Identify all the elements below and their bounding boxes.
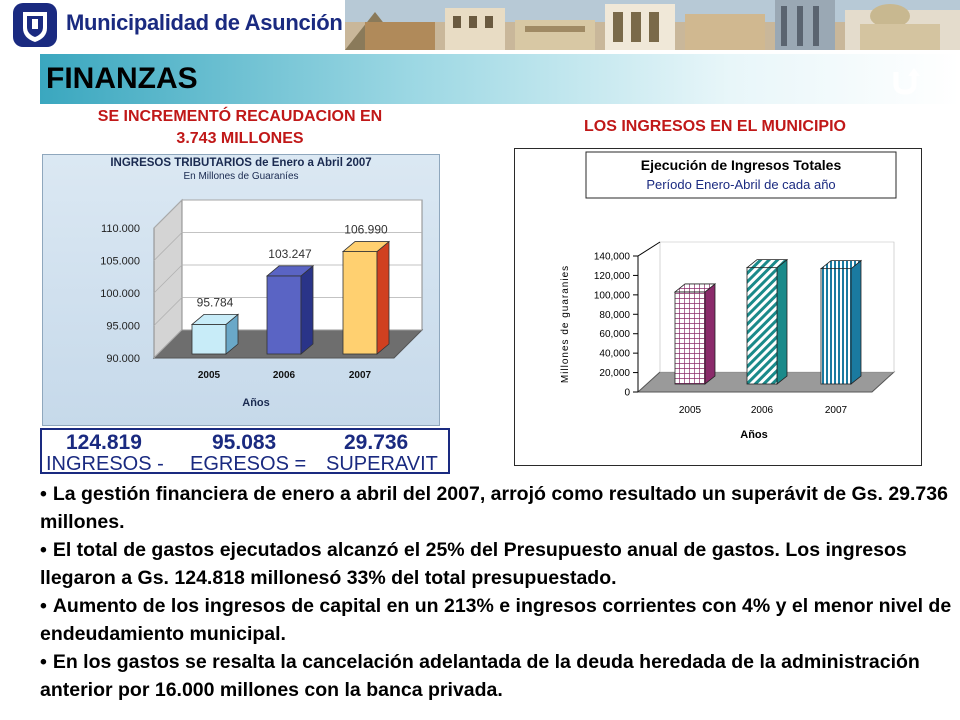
return-arrow-icon[interactable] — [886, 66, 926, 96]
egresos-label: EGRESOS = — [190, 453, 307, 475]
chart1-ytick-label: 110.000 — [101, 223, 140, 235]
ingresos-label: INGRESOS - — [46, 453, 164, 475]
chart2-bar — [821, 269, 851, 384]
bullet-text: En los gastos se resalta la cancelación adelantada de la deuda heredada de la administración anterior por 16.000 millones con la banca privada. — [40, 651, 920, 701]
bullet-item: • El total de gastos ejecutados alcanzó el 25% del Presupuesto anual de gastos. Los ingresos llegaron a Gs. 124.818 millonesó 33% del total presupuestado. — [40, 539, 907, 589]
chart1-value-label: 103.247 — [268, 246, 312, 261]
left-heading-line1: SE INCREMENTÓ RECAUDACION EN — [97, 108, 383, 125]
chart2-ytick-label: 100,000 — [593, 290, 630, 302]
chart2-bar — [747, 268, 777, 384]
chart1-ytick-label: 95.000 — [106, 320, 140, 333]
chart2-ytick-label: 60,000 — [599, 329, 630, 341]
header-bar — [0, 0, 960, 50]
chart1-category-label: 2007 — [348, 370, 372, 381]
chart1-ytick-label: 100.000 — [100, 288, 140, 300]
superavit-value: 29.736 — [344, 431, 409, 454]
bullet-item: • La gestión financiera de enero a abril del 2007, arrojó como resultado un superávit de Gs. 29.736 millones. — [40, 483, 948, 533]
right-chart-heading: LOS INGRESOS EN EL MUNICIPIO — [584, 118, 846, 135]
bullet-text: Aumento de los ingresos de capital en un 213% e ingresos corrientes con 4% y el menor nivel de endeudamiento municipal. — [40, 595, 952, 645]
chart2-ytick-label: 20,000 — [599, 368, 630, 380]
chart2-category-label: 2006 — [750, 405, 774, 416]
left-chart-heading — [40, 106, 440, 150]
chart1-subtitle: En Millones de Guaraníes — [183, 171, 299, 182]
chart1-ytick-label: 90.000 — [106, 353, 140, 365]
municipal-crest-logo[interactable] — [12, 2, 58, 48]
chart2-ytick-label: 80,000 — [599, 309, 630, 321]
chart1-title: INGRESOS TRIBUTARIOS de Enero a Abril 2007 — [110, 157, 372, 169]
chart2-y-axis-3d — [638, 242, 660, 256]
page-title: FINANZAS — [46, 62, 198, 95]
chart2-ytick-label: 140,000 — [593, 251, 630, 263]
chart2-subtitle: Período Enero-Abril de cada año — [646, 177, 836, 192]
chart2-bar — [675, 292, 705, 384]
chart1-category-label: 2006 — [272, 370, 296, 381]
left-heading-line2: 3.743 MILLONES — [176, 130, 304, 147]
chart1-value-label: 106.990 — [344, 222, 388, 237]
chart1-bar-side — [377, 242, 389, 354]
chart1-value-label: 95.784 — [196, 295, 234, 310]
balance-summary-box — [40, 428, 450, 474]
chart2-title: Ejecución de Ingresos Totales — [640, 157, 842, 173]
chart2-category-label: 2007 — [824, 405, 848, 416]
chart1-bar — [192, 324, 226, 354]
tax-income-chart — [42, 154, 440, 426]
chart1-category-label: 2005 — [197, 370, 221, 381]
chart1-bar-side — [301, 266, 313, 354]
chart1-ytick-label: 105.000 — [100, 255, 140, 268]
chart2-xlabel: Años — [740, 429, 768, 441]
org-name: Municipalidad de Asunción — [66, 10, 343, 35]
chart2-ytick-label: 120,000 — [593, 270, 630, 282]
bullet-text: El total de gastos ejecutados alcanzó el 25% del Presupuesto anual de gastos. Los ingresos llegaron a Gs. 124.818 millonesó 33% del total presupuestado. — [40, 539, 907, 589]
chart1-bar — [267, 276, 301, 354]
chart2-bar-side — [851, 261, 861, 384]
chart2-ytick-label: 0 — [624, 387, 630, 399]
chart2-category-label: 2005 — [678, 405, 702, 416]
bullet-text: La gestión financiera de enero a abril del 2007, arrojó como resultado un superávit de Gs. 29.736 millones. — [40, 483, 948, 533]
bullet-item: • En los gastos se resalta la cancelación adelantada de la deuda heredada de la administración anterior por 16.000 millones con la banca privada. — [40, 651, 920, 701]
chart2-ylabel: Millones de guaranies — [560, 264, 571, 384]
bullet-list — [40, 480, 955, 704]
chart2-bar-side — [705, 284, 715, 384]
city-buildings-photo-strip — [345, 0, 960, 50]
chart1-bar — [343, 252, 377, 354]
bullet-item: • Aumento de los ingresos de capital en un 213% e ingresos corrientes con 4% y el menor nivel de endeudamiento municipal. — [40, 595, 952, 645]
chart2-bar-side — [777, 260, 787, 384]
ingresos-value: 124.819 — [66, 431, 142, 454]
superavit-label: SUPERAVIT — [326, 453, 438, 475]
chart1-xlabel: Años — [242, 397, 270, 409]
chart2-ytick-label: 40,000 — [599, 348, 630, 360]
egresos-value: 95.083 — [212, 431, 277, 454]
total-income-chart — [514, 148, 922, 466]
